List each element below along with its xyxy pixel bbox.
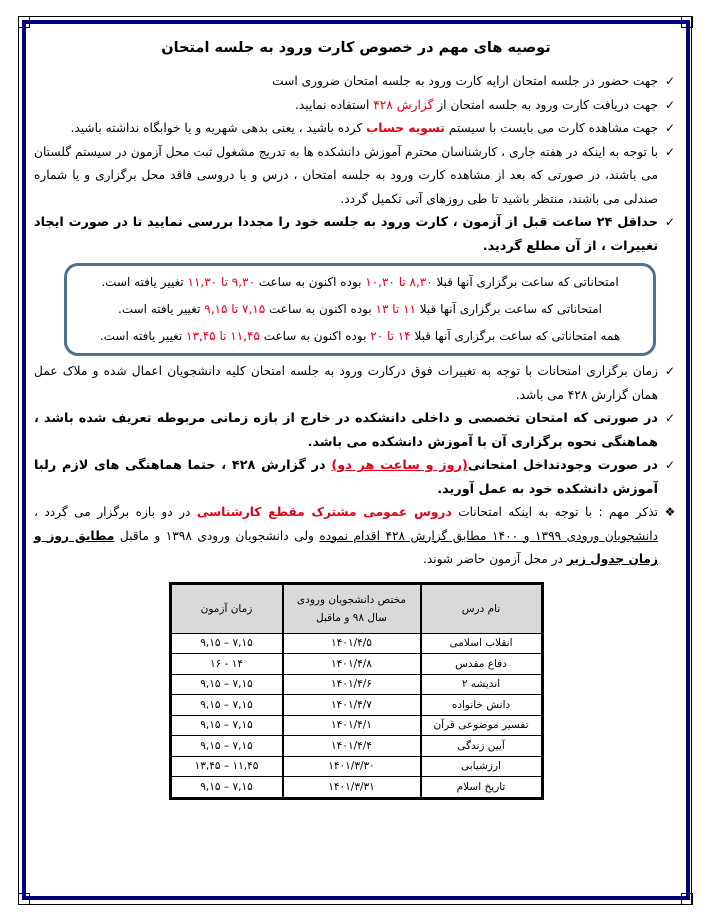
list-item: ✓ با توجه به اینکه در هفته جاری ، کارشناسان محترم آموزش دانشکده ها به تدریج مشغول ثبت محل آزمون در سیستم گلستان می باشند، در صورتی که بعد از مشاهده کارت ورود به جلسه امتحان ، درس و یا دروسی فاقد محل برگزاری و یا شماره صندلی می باشند، منتظر باشید تا طی روزهای آتی تکمیل گردد.: [34, 141, 678, 212]
column-header-course: نام درس: [421, 583, 543, 633]
schedule-change-box: [64, 263, 656, 356]
table-row: دانش خانواده ۱۴۰۱/۴/۷ ۷,۱۵ – ۹,۱۵: [170, 695, 542, 716]
important-note: ❖ تذکر مهم : با توجه به اینکه امتحانات دروس عمومی مشترک مقطع کارشناسی در دو بازه برگزار می گردد ، دانشجویان ورودی ۱۳۹۹ و ۱۴۰۰ مطابق گزارش ۴۲۸ اقدام نموده ولی دانشجویان ورودی ۱۳۹۸ و ماقبل مطابق روز و زمان جدول زیر در محل آزمون حاضر شوند.: [34, 501, 678, 572]
schedule-change-line: امتحاناتی که ساعت برگزاری آنها قبلا ۱۱ تا ۱۳ بوده اکنون به ساعت ۷,۱۵ تا ۹,۱۵ تغییر یافته است.: [118, 302, 602, 316]
table-row: اندیشه ۲ ۱۴۰۱/۴/۶ ۷,۱۵ – ۹,۱۵: [170, 674, 542, 695]
table-row: تاریخ اسلام ۱۴۰۱/۳/۳۱ ۷,۱۵ – ۹,۱۵: [170, 777, 542, 799]
schedule-change-line: همه امتحاناتی که ساعت برگزاری آنها قبلا ۱۴ تا ۲۰ بوده اکنون به ساعت ۱۱,۴۵ تا ۱۳,۴۵ تغییر یافته است.: [99, 329, 621, 343]
list-item: ✓ در صورتی که امتحان تخصصی و داخلی دانشکده در خارج از بازه زمانی مربوطه تعریف شده باشد ، هماهنگی نحوه برگزاری آن با آموزش دانشکده می باشد.: [34, 407, 678, 454]
page-title: توصیه های مهم در خصوص کارت ورود به جلسه امتحان: [161, 40, 551, 56]
list-item: ✓ حداقل ۲۴ ساعت قبل از آزمون ، کارت ورود به جلسه خود را مجددا بررسی نمایید تا در صورت ایجاد تغییرات ، از آن مطلع گردید.: [34, 211, 678, 258]
table-row: ارزشیابی ۱۴۰۱/۳/۳۰ ۱۱,۴۵ – ۱۳,۴۵: [170, 756, 542, 777]
check-icon: ✓: [664, 121, 676, 135]
corner-ornament: [681, 16, 693, 28]
schedule-change-line: امتحاناتی که ساعت برگزاری آنها قبلا ۸,۳۰ تا ۱۰,۳۰ بوده اکنون به ساعت ۹,۳۰ تا ۱۱,۳۰ تغییر یافته است.: [101, 275, 619, 289]
settlement-highlight: تسویه حساب: [366, 121, 445, 135]
corner-ornament: [18, 893, 30, 905]
check-icon: ✓: [664, 364, 676, 378]
check-icon: ✓: [664, 215, 676, 229]
list-item: ✓ در صورت وجودتداخل امتحانی(روز و ساعت هر دو) در گزارش ۴۲۸ ، حتما هماهنگی های لازم رلبا آموزش دانشکده خود به عمل آورید.: [34, 454, 678, 501]
check-icon: ✓: [664, 97, 676, 112]
table-row: آیین زندگی ۱۴۰۱/۴/۴ ۷,۱۵ – ۹,۱۵: [170, 736, 542, 757]
column-header-date: مختص دانشجویان ورودی سال ۹۸ و ماقبل: [283, 583, 421, 633]
table-header-row: [170, 583, 542, 633]
check-icon: ✓: [664, 74, 676, 88]
check-icon: ✓: [664, 144, 676, 159]
exam-schedule-table: [169, 582, 544, 800]
list-item: ✓ زمان برگزاری امتحانات با توجه به تغییرات فوق درکارت ورود به جلسه امتحان کلیه دانشجویان اعمال شده و ملاک عمل همان گزارش ۴۲۸ می باشد.: [34, 360, 678, 407]
diamond-bullet-icon: ❖: [664, 505, 676, 519]
check-icon: ✓: [664, 458, 676, 472]
document-body: [34, 36, 678, 800]
report-highlight: گزارش ۴۲۸: [373, 97, 434, 112]
table-row: انقلاب اسلامی ۱۴۰۱/۴/۵ ۷,۱۵ – ۹,۱۵: [170, 633, 542, 654]
table-row: تفسیر موضوعی قرآن ۱۴۰۱/۴/۱ ۷,۱۵ – ۹,۱۵: [170, 715, 542, 736]
general-courses-highlight: دروس عمومی مشترک مقطع کارشناسی: [196, 505, 452, 519]
list-item: ✓ جهت مشاهده کارت می بایست با سیستم تسویه حساب کرده باشید ، یعنی بدهی شهریه و یا خوابگاه نداشته باشید.: [34, 117, 678, 141]
list-item: ✓ جهت حضور در جلسه امتحان ارایه کارت ورود به جلسه امتحان ضروری است: [34, 70, 678, 94]
list-item: ✓ جهت دریافت کارت ورود به جلسه امتحان از گزارش ۴۲۸ استفاده نمایید.: [34, 94, 678, 118]
conflict-highlight: (روز و ساعت هر دو): [331, 458, 468, 473]
check-icon: ✓: [664, 411, 676, 425]
table-row: دفاع مقدس ۱۴۰۱/۴/۸ ۱۴ - ۱۶: [170, 654, 542, 675]
corner-ornament: [681, 893, 693, 905]
corner-ornament: [18, 16, 30, 28]
column-header-time: زمان آزمون: [170, 583, 283, 633]
